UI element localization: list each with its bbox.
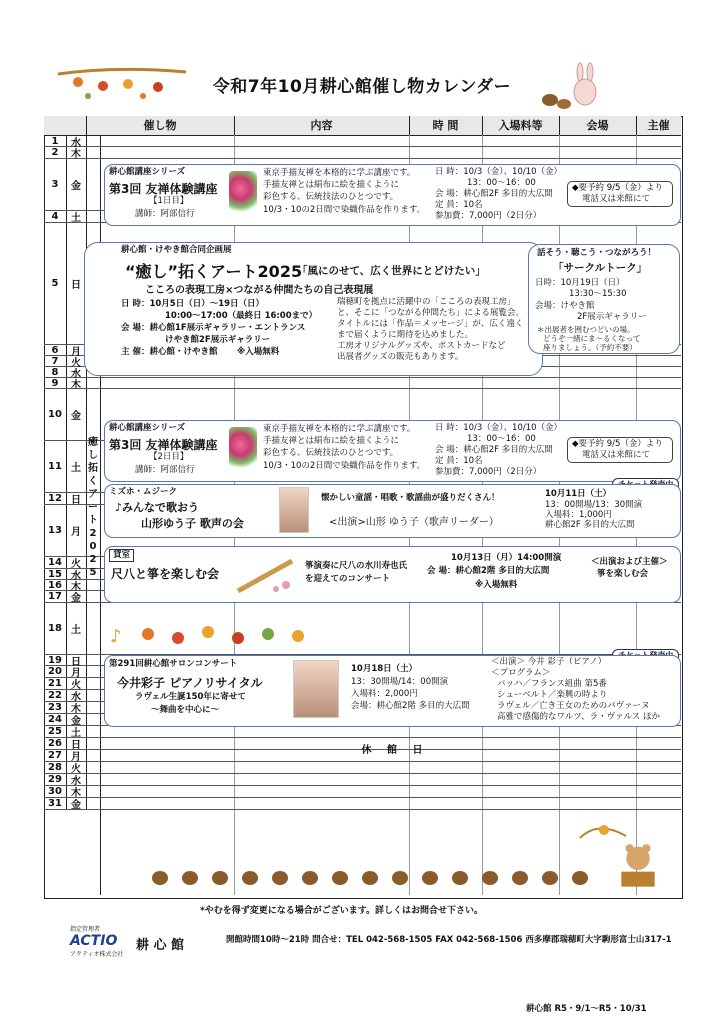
event-sub: 【2日目】 [149, 452, 189, 462]
weekday: 日 [66, 655, 87, 665]
reservation-label: ◆要予約 9/5（金）より [572, 439, 663, 449]
shakuhachi-koto-card[interactable] [104, 546, 681, 603]
desc: タイトルには「作品＝メッセージ」が、広く遠く [337, 319, 524, 329]
venue: 耕心館2F 多目的大広間 [545, 520, 635, 530]
series-label: 耕心館講座シリーズ [109, 423, 186, 433]
day-number: 5 [44, 223, 67, 344]
song-gathering-card[interactable] [104, 484, 681, 538]
series-label: 第291回耕心館サロンコンサート [109, 659, 238, 669]
calendar-day-row [44, 798, 681, 810]
col-venue: 会場 [559, 116, 637, 135]
cast: ＜出演＞ 今井 彩子（ピアノ） [491, 657, 607, 667]
day-number: 31 [44, 798, 67, 809]
rental-room-tag: 貸室 [109, 549, 134, 562]
desc: 10/3・10の2日間で染織作品を作ります。 [263, 461, 426, 471]
singer-photo [279, 487, 309, 533]
col-fee: 入場料等 [482, 116, 560, 135]
admission-free: ※入場無料 [475, 580, 518, 590]
date: 10月11日（土） [545, 489, 612, 499]
datetime: 日時：10月19日（日） [535, 278, 625, 288]
day-number: 8 [44, 367, 67, 377]
day-number: 25 [44, 726, 67, 737]
weekday: 月 [66, 345, 87, 355]
day-number: 30 [44, 786, 67, 797]
calendar-day-row [44, 136, 681, 147]
desc: 手描友禅とは絹布に絵を描くように [263, 180, 400, 190]
program-item: 高雅で感傷的なワルツ、ラ・ヴァルス ほか [497, 712, 661, 722]
weekday: 土 [66, 211, 87, 222]
note: ＊出展者を囲むつどいの場。 [537, 325, 635, 334]
program-item: シューベルト／楽興の時より [497, 690, 608, 700]
piano-recital-card[interactable] [104, 655, 681, 727]
weekday: 日 [66, 223, 87, 344]
reservation-method: 電話又は来館にて [582, 450, 651, 460]
weekday: 火 [66, 762, 87, 773]
weekday: 木 [66, 147, 87, 158]
weekday: 火 [66, 557, 87, 568]
event-name: 尺八と箏を楽しむ会 [111, 567, 220, 581]
fee: 入場料：2,000円 [351, 689, 418, 699]
event-name-2: 山形ゆう子 歌声の会 [141, 517, 244, 530]
weekday: 水 [66, 367, 87, 377]
calendar-day-row [44, 786, 681, 798]
kimono-flower-image [229, 427, 257, 471]
time: 10:00〜17:00（最終日 16:00まで） [165, 311, 318, 321]
time: 13：00〜16：00 [467, 434, 536, 444]
day-number: 14 [44, 557, 67, 568]
desc: 彩色する、伝統技法のひとつです。 [263, 192, 399, 202]
logo-sub: アクティオ株式会社 [70, 951, 124, 958]
weekday: 土 [66, 603, 87, 654]
venue-2: けやき館2F展示ギャラリー [165, 335, 271, 345]
weekday: 日 [66, 493, 87, 504]
weekday: 木 [66, 702, 87, 713]
desc: まで届くように期待を込めました。 [337, 330, 474, 340]
teacher: 講師：阿部信行 [135, 209, 195, 219]
day-number: 18 [44, 603, 67, 654]
col-time: 時 間 [409, 116, 483, 135]
day-number: 1 [44, 136, 67, 146]
event-sub: ラヴェル生誕150年に寄せて [135, 692, 246, 702]
cosponsor-label: 耕心館・けやき館合同企画展 [121, 245, 232, 255]
kimono-flower-image [229, 171, 257, 215]
venue: 会 場：耕心館2F 多目的大広間 [435, 445, 553, 455]
rabbit-chestnut-illustration [530, 62, 600, 112]
desc: 東京手描友禅を本格的に学ぶ講座です。 [263, 168, 416, 178]
weekday: 土 [66, 726, 87, 737]
actio-logo [70, 924, 130, 958]
time: 13：00開場/13：30開演 [545, 500, 643, 510]
reservation-box [567, 437, 673, 463]
art-exhibition-card[interactable] [84, 242, 543, 376]
exhibition-tagline: 「風にのせて、広く世界にとどけたい」 [297, 265, 486, 277]
fee: 参加費：7,000円（2日分） [435, 467, 542, 477]
logo-text: ACTIO [70, 933, 118, 949]
calendar-day-row [44, 726, 681, 738]
cast: <出演>山形 ゆう子（歌声リーダー） [329, 517, 499, 528]
event-name: 第3回 友禅体験講座 [109, 182, 218, 196]
weekday: 月 [66, 666, 87, 677]
datetime: 10月13日（月）14:00開演 [451, 553, 562, 563]
col-content: 内容 [234, 116, 410, 135]
closed-day-label: 休 館 日 [361, 745, 429, 756]
day-number: 6 [44, 345, 67, 355]
time: 13：00〜16：00 [467, 178, 536, 188]
event-name: ♪みんなで歌おう [115, 501, 200, 514]
venue: 会 場：耕心館2階 多目的大広間 [427, 566, 550, 576]
weekday: 木 [66, 378, 87, 388]
logo-top-label: 指定管理者 [70, 926, 101, 933]
desc: を迎えてのコンサート [305, 574, 391, 584]
day-number: 16 [44, 580, 67, 590]
day-number: 23 [44, 702, 67, 713]
col-host: 主催 [647, 119, 670, 132]
event-sub-2: 〜舞曲を中心に〜 [151, 705, 220, 715]
calendar-day-row [44, 147, 681, 159]
desc: 瑞穂町を拠点に活躍中の「こころの表現工房」 [337, 297, 516, 307]
day-number: 20 [44, 666, 67, 677]
reservation-label: ◆要予約 9/5（金）より [572, 183, 663, 193]
day-number: 26 [44, 738, 67, 749]
desc: 彩色する、伝統技法のひとつです。 [263, 448, 399, 458]
venue: 会場：耕心館2階 多目的大広間 [351, 701, 470, 711]
facility-name: 耕 心 館 [136, 938, 185, 953]
host: 箏を楽しむ会 [597, 569, 649, 579]
capacity: 定 員：10名 [435, 456, 483, 466]
time: 13:30〜15:30 [569, 289, 627, 299]
reservation-method: 電話又は来館にて [582, 194, 651, 204]
program-item: バッハ／フランス組曲 第5番 [497, 679, 607, 689]
exhibition-name: “癒し”拓くアート2025 [125, 262, 303, 281]
contact-info: 開館時間10時〜21時 問合せ：TEL 042-568-1505 FAX 042-568-1506 西多摩郡瑞穂町大字駒形富士山317-1 [226, 935, 672, 945]
issue-period: 耕心館 R5・9/1〜R5・10/31 [526, 1004, 647, 1014]
event-name: 今井彩子 ピアノリサイタル [117, 676, 263, 690]
desc: 東京手描友禅を本格的に学ぶ講座です。 [263, 424, 416, 434]
day-number: 17 [44, 591, 67, 602]
day-number: 3 [44, 159, 67, 210]
day-number: 22 [44, 690, 67, 701]
fee: 入場料：1,000円 [545, 510, 612, 520]
day-number: 2 [44, 147, 67, 158]
weekday: 水 [66, 690, 87, 701]
notice: *やむを得ず変更になる場合がございます。詳しくはお問合せ下さい。 [200, 906, 483, 916]
yuzen-course-day1-card[interactable] [104, 164, 681, 226]
desc: 手描友禅とは絹布に絵を描くように [263, 436, 400, 446]
venue: 会 場：耕心館1F展示ギャラリー・エントランス [121, 323, 306, 333]
host: 主 催：耕心館・けやき館 [121, 347, 218, 357]
day-number: 27 [44, 750, 67, 761]
weekday: 土 [66, 441, 87, 492]
event-name: 「サークルトーク」 [553, 262, 648, 274]
calendar-header [44, 116, 681, 136]
host-label: ＜出演および主催＞ [591, 557, 668, 567]
weekday: 金 [66, 714, 87, 725]
desc: 懐かしい童謡・唱歌・歌謡曲が盛りだくさん！ [321, 493, 500, 503]
weekday: 木 [66, 786, 87, 797]
circle-talk-card[interactable] [528, 244, 680, 354]
series-label: 耕心館講座シリーズ [109, 167, 186, 177]
program-item: ラヴェル／亡き王女のためのパヴァーヌ [497, 701, 650, 711]
day-number: 7 [44, 356, 67, 366]
svg-text:♪: ♪ [110, 626, 122, 647]
datetime: 日 時：10月5日（日）〜19日（日） [121, 299, 265, 309]
squirrel-illustration [578, 818, 628, 848]
autumn-leaves-music-illustration [108, 620, 328, 650]
calendar-day-row [44, 762, 681, 774]
weekday: 月 [66, 750, 87, 761]
desc: 箏演奏に尺八の水川寿也氏 [305, 561, 408, 571]
reservation-box [567, 181, 673, 207]
venue: 会 場：耕心館2F 多目的大広間 [435, 189, 553, 199]
fee: 参加費：7,000円（2日分） [435, 211, 542, 221]
weekday: 火 [66, 356, 87, 366]
capacity: 定 員：10名 [435, 200, 483, 210]
page-title: 令和7年10月耕心館催し物カレンダー [212, 77, 512, 97]
day-number: 4 [44, 211, 67, 222]
weekday: 金 [66, 159, 87, 210]
weekday: 火 [66, 678, 87, 689]
day-number: 21 [44, 678, 67, 689]
desc: 10/3・10の2日間で染織作品を作ります。 [263, 205, 426, 215]
event-sub: 【1日目】 [149, 196, 189, 206]
teacher: 講師：阿部信行 [135, 465, 195, 475]
pianist-photo [293, 660, 339, 718]
weekday: 水 [66, 774, 87, 785]
yuzen-course-day2-card[interactable] [104, 420, 681, 482]
catchphrase: 話そう・聴こう・つながろう！ [537, 248, 657, 258]
day-number: 10 [44, 389, 67, 440]
calendar-day-row [44, 774, 681, 786]
day-number: 24 [44, 714, 67, 725]
note: 座りましょう。（予約不要） [543, 343, 637, 352]
venue-2: 2F展示ギャラリー [577, 312, 647, 322]
weekday: 木 [66, 580, 87, 590]
day-number: 13 [44, 505, 67, 556]
chestnut-row-illustration [150, 868, 630, 888]
note: どうぞ一緒にま〜るくなって [543, 334, 641, 343]
desc: 工房オリジナルグッズや、ポストカードなど [337, 341, 506, 351]
desc: 出展者グッズの販売もあります。 [337, 352, 464, 362]
day-number: 19 [44, 655, 67, 665]
weekday: 水 [66, 569, 87, 579]
day-number: 29 [44, 774, 67, 785]
day-number: 11 [44, 441, 67, 492]
exhibition-sub: こころの表現工房×つながる仲間たちの自己表現展 [145, 285, 374, 296]
day-number: 9 [44, 378, 67, 388]
exhibition-vertical-label: 癒 し 拓 く ア ー ト 2 0 2 5 [88, 437, 98, 578]
calendar-day-row [44, 378, 681, 389]
datetime: 日 時：10/3（金）、10/10（金） [435, 167, 563, 177]
venue: 会場：けやき館 [535, 301, 595, 311]
time: 13：30開場/14：00開演 [351, 677, 449, 687]
day-number: 15 [44, 569, 67, 579]
desc: と、そこに「つながる仲間たち」による展覧会。 [337, 308, 525, 318]
date: 10月18日（土） [351, 664, 418, 674]
weekday: 日 [66, 738, 87, 749]
event-name: 第3回 友禅体験講座 [109, 438, 218, 452]
koto-instrument-illustration [233, 555, 299, 595]
col-event: 催し物 [86, 116, 235, 135]
weekday: 月 [66, 505, 87, 556]
weekday: 金 [66, 389, 87, 440]
day-number: 28 [44, 762, 67, 773]
weekday: 金 [66, 591, 87, 602]
weekday: 水 [66, 136, 87, 146]
weekday: 金 [66, 798, 87, 809]
day-number: 12 [44, 493, 67, 504]
datetime: 日 時：10/3（金）、10/10（金） [435, 423, 563, 433]
program-label: ＜プログラム＞ [491, 668, 551, 678]
series-label: ミズホ・ムジーク [109, 487, 178, 497]
admission-free: ※入場無料 [237, 347, 280, 357]
